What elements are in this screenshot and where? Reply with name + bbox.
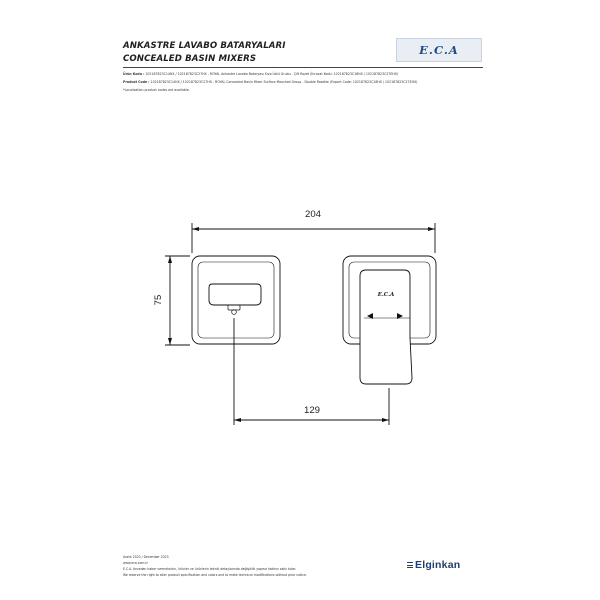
elginkan-brand: [407, 559, 460, 571]
elginkan-logo-icon: [407, 561, 413, 570]
localization-note: *Localization product codes are available.: [123, 88, 190, 92]
dim-height-arrow-top: [168, 256, 172, 263]
footer-note-turkish: E.C.A. önceden haber vermeksizin, ürünler ve ürünlerin teknik detaylarında değişiklik yapma hakkını saklı tutar.: [123, 567, 297, 571]
left-diverter-knob: [209, 284, 261, 305]
product-code-turkish-text: 102187823C14HX / 102187823C27HX - ROYAL Ankastre Lavabo Bataryası Sıva Üstü Grubu - Çift Rozet (İhracat Kodu: 102187823C18HX / 102187823C27EHX): [145, 72, 399, 76]
elginkan-brand-text: Elginkan: [415, 559, 461, 571]
footer-website[interactable]: www.eca.com.tr: [123, 561, 148, 565]
dim-height-label: 75: [153, 294, 164, 306]
document-title-turkish: ANKASTRE LAVABO BATARYALARI: [123, 41, 286, 51]
dim-height-arrow-bottom: [168, 338, 172, 345]
document-title-english: CONCEALED BASIN MIXERS: [123, 54, 257, 64]
eca-logo-text: E.C.A: [419, 43, 459, 57]
handle-logo-text: E.C.A: [377, 292, 395, 298]
footer-note-english: We reserve the right to alter product specification and colors and to make technical modifications without prior notice.: [123, 573, 307, 577]
mixer-handle: [360, 270, 412, 384]
dim-width-label: 204: [304, 209, 322, 220]
product-code-turkish-label: Ürün Kodu :: [123, 72, 145, 76]
product-code-english-text: 102187823C14HX / 102187823C27HX - ROYAL Concealed Basin Mixer Surface Mounted Group - Double Rosette (Export Code: 102187823C18HX / 102187823C27EHX): [150, 80, 418, 84]
dim-width-arrow-right: [428, 227, 435, 231]
footer-date: Aralık 2023 / December 2023: [123, 555, 169, 559]
product-code-english-label: Product Code :: [123, 80, 150, 84]
left-rosette-outer: [192, 256, 280, 344]
dim-offset-arrow-right: [382, 418, 389, 422]
left-stem-screw: [232, 310, 237, 315]
left-diverter-stem: [228, 305, 240, 310]
dim-offset-label: 129: [303, 405, 321, 416]
dim-offset-arrow-left: [234, 418, 241, 422]
dim-width-arrow-left: [192, 227, 199, 231]
